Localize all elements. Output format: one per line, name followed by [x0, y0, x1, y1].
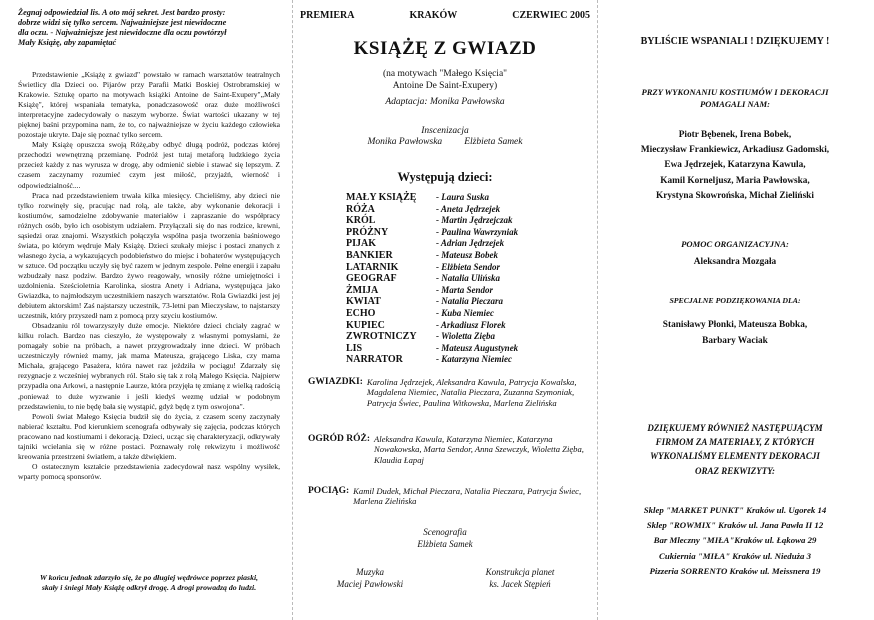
shop-item: Sklep "MARKET PUNKT" Kraków ul. Ugorek 14: [643, 505, 827, 515]
cast-row: [346, 250, 586, 262]
shops-list: [604, 503, 866, 579]
cast-role: ŻMIJA: [346, 284, 379, 296]
cast-row: [346, 262, 586, 274]
cast-actor: - Aneta Jędrzejek: [436, 203, 501, 214]
cast-role: MAŁY KSIĄŻĘ: [346, 192, 417, 203]
cast-role: GEOGRAF: [346, 273, 397, 285]
shop-item: Sklep "ROWMIX" Kraków ul. Jana Pawła II 12: [646, 520, 824, 531]
paragraph: Powoli świat Małego Księcia budził się do życia, z czasem sceny zaczynały nabierać kształtu. Pod kierunkiem scenografa odbywały się zajęcia, podczas których pracowano nad kostiumami i dekoracją. Dzieci, ucząc się charakteryzacji, odkrywały tajniki wcielania się w różne postaci. Poznawały rolę rekwizytu i możliwość kreowania przestrzeni światłem, a także dźwiękiem.: [18, 411, 280, 461]
cast-role: KRÓL: [346, 215, 376, 227]
thanks-heading: BYLIŚCIE WSPANIALI ! DZIĘKUJEMY !: [640, 36, 830, 47]
cast-role: KWIAT: [346, 296, 381, 308]
cast-actor: - Kuba Niemiec: [436, 307, 494, 318]
staging-name: Monika Pawłowska: [367, 137, 443, 147]
cast-row: [346, 204, 586, 216]
cast-role: LIS: [346, 342, 363, 354]
paragraph: O ostatecznym kształcie przedstawienia zadecydował nasz wspólny wysiłek, wparty pomocą sponsorów.: [18, 461, 280, 481]
cast-row: [346, 296, 586, 308]
cast-row: [346, 273, 586, 285]
group-garden: [308, 434, 590, 465]
cast-row: [346, 285, 586, 297]
cast-role: LATARNIK: [346, 261, 399, 273]
firms-line: FIRMOM ZA MATERIAŁY, Z KTÓRYCH: [655, 437, 815, 448]
firms-line: WYKONALIŚMY ELEMENTY DEKORACJI: [650, 451, 820, 462]
cast-heading: Występują dzieci:: [397, 170, 493, 184]
special-line: Stanisławy Płonki, Mateusza Bobka,: [662, 320, 808, 330]
cast-role: ZWROTNICZY: [346, 331, 417, 343]
left-panel: [14, 0, 284, 620]
premiere-date: CZERWIEC 2005: [512, 10, 590, 21]
cast-actor: - Marta Sendor: [436, 284, 494, 295]
group-names: Aleksandra Kawula, Katarzyna Niemiec, Katarzyna Nowakowska, Marta Sendor, Anna Szewczyk, Wioletta Zięba, Klaudia Łapaj: [374, 434, 584, 465]
scenography-label: Scenografia: [423, 527, 467, 537]
cast-row: [346, 215, 586, 227]
special-line: Barbary Waciak: [702, 335, 768, 346]
staging-name: Elżbieta Samek: [464, 137, 523, 147]
cast-role: RÓŻA: [346, 203, 375, 215]
cast-row: [346, 227, 586, 239]
cast-actor: - Adrian Jędrzejek: [436, 238, 505, 249]
cast-row: [346, 320, 586, 332]
adaptation-credit: Adaptacja: Monika Pawłowska: [385, 97, 505, 107]
cast-actor: - Arkadiusz Florek: [436, 319, 506, 330]
planet-credit: [450, 566, 590, 590]
planet-name: ks. Jacek Stępień: [489, 579, 551, 589]
helpers-line: Mieczysław Frankiewicz, Arkadiusz Gadomski,: [640, 145, 830, 156]
group-train: [308, 486, 590, 507]
right-panel: [604, 0, 866, 620]
cast-actor: - Wioletta Zięba: [436, 331, 495, 342]
helpers-heading: [604, 86, 866, 110]
description-text: [18, 70, 280, 482]
cast-row: [346, 343, 586, 355]
organization-heading: POMOC ORGANIZACYJNA:: [681, 239, 789, 249]
cast-row: [346, 308, 586, 320]
cast-actor: - Katarzyna Niemiec: [436, 354, 512, 365]
quote-line: dobrze widzi się tylko sercem. Najważniejsze jest niewidoczne: [18, 18, 227, 27]
shop-item: Pizzeria SORRENTO Kraków ul. Meissnera 19: [649, 565, 821, 576]
cast-role: KUPIEC: [346, 319, 385, 331]
cast-actor: - Natalia Ulińska: [436, 273, 501, 284]
group-names: Kamil Dudek, Michał Pieczara, Natalia Pieczara, Patrycja Świec, Marlena Zielińska: [353, 486, 582, 507]
scenography-credit: [300, 526, 590, 550]
firms-line: DZIĘKUJEMY RÓWNIEŻ NASTĘPUJĄCYM: [647, 423, 823, 433]
subtitle-line: (na motywach "Małego Księcia": [382, 69, 508, 79]
cast-list: [346, 192, 586, 366]
group-label: OGRÓD RÓŻ:: [308, 434, 371, 444]
group-names: Karolina Jędrzejek, Aleksandra Kawula, Patrycja Kowalska, Magdalena Niemiec, Natalia Pieczara, Zuzanna Szymoniak, Patrycja Świec, Paulina Witkowska, Marlena Zielińska: [366, 377, 577, 408]
cast-role: NARRATOR: [346, 354, 403, 366]
cast-actor: - Elżbieta Sendor: [436, 261, 501, 272]
middle-panel: [300, 0, 590, 620]
quote-line: dla oczu. - Najważniejsze jest niewidoczne dla oczu powtórzył: [18, 28, 227, 37]
helpers-list: [604, 128, 866, 204]
helpers-line: Krystyna Skowrońska, Michał Zieliński: [656, 190, 814, 201]
cast-actor: - Paulina Wawrzyniak: [436, 226, 519, 237]
scenography-name: Elżbieta Samek: [417, 539, 473, 549]
group-label: POCIĄG:: [308, 486, 350, 496]
cast-row: [346, 354, 586, 366]
cast-role: ECHO: [346, 307, 376, 319]
paragraph: Mały Książę opuszcza swoją Różę,aby odbyć długą podróż, podczas której przechodzi wewnętrzną przemianę. Podróż jest tutaj metaforą ludzkiego życia przecież każdy z nas wyrusza w drogę, aby odmienić siebie i stawać się lepszym. Z czasem zaczynamy rozumieć czym jest miłość, przyjaźń, wierność i odpowiedzialność....: [18, 140, 280, 190]
premiere-header: [300, 10, 590, 21]
special-thanks-heading: SPECJALNE PODZIĘKOWANIA DLA:: [669, 296, 801, 305]
heading-line: POMAGALI NAM:: [700, 99, 770, 109]
planet-label: Konstrukcja planet: [485, 567, 555, 577]
cast-role: BANKIER: [346, 249, 393, 261]
paragraph: Obsadzaniu ról towarzyszyły duże emocje. Niektóre dzieci chciały zagrać w kilku rolach. Bardzo nas cieszyło, że występowały z własnymi pomysłami, że pomagały sobie na próbach, a nawet przygrowadzały inne dzieci. W próbach uczestniczyły również mamy, jak mama Mateusza, grającego Liska, czy mama Michała, grającego Pasażera, która nawet raz jeździła w pociągu! Zdarzały się rezygnacje z wcześniej wybranych ról. Stało się tak z rolą Małego Księcia. Najpierw przypadła ona Arkowi, a następnie Laurze, która przyjęła tę zmianę z wielką radością ,ponieważ to duże wyzwanie i jeśli kiedyś wezmę udział w podobnym przedstawieniu, to nie będę bała się wystąpić, gdyż będę z tym oswojona".: [18, 321, 280, 411]
premiere-label: PREMIERA: [300, 10, 355, 21]
paragraph: Praca nad przedstawieniem trwała kilka miesięcy. Chcieliśmy, aby dzieci nie tylko rozwinęły się, pracując nad rolą, ale także, aby wykonanie dekoracji i kostiumów, samodzielne zdobywanie materiałów i zapraszanie do współpracy różnych osób, było ich osobistym udziałem. Przyłączali się do nas rodzice, krewni, sąsiedzi oraz znajomi. Wszystkich połączyła wspólna pasja tworzenia baśniowego świata, po którym wędruje Mały Książę. Dzieci szukały miejsc i postaci znanych z własnego życia, a wykazujących podobieństwo do miejsc i bohaterów występujących w sztuce. Od początku uczyły się być razem w jednym zespole. Pełne energii i zapału wzbudzały nasz podziw. Bardzo żywo reagowały, wnosiły różne umiejętności i uzdolnienia. Sześcioletnia Karolinka, siostra Anety i Adriana, występująca jako Gwiazdka, to najmłodszym uczestnikiem naszych warsztatów. Rola Gwiazdki jest jej debiutem aktorskim! Zaś najstarszy uczestnik, 73-letni pan Mieczysław, to najstarszy uczestnik, który przyszedł nam z pomocą przy szyciu kostiumów.: [18, 190, 280, 321]
group-stars: [308, 377, 590, 408]
music-name: Maciej Pawłowski: [336, 579, 404, 589]
subtitle-line: Antoine De Saint-Exupery): [392, 81, 498, 91]
bottom-credits: [300, 566, 590, 590]
staging-names: [300, 137, 590, 147]
closing-quote: [18, 573, 280, 593]
heading-line: PRZY WYKONANIU KOSTIUMÓW I DEKORACJI: [641, 87, 829, 97]
cast-actor: - Mateusz Augustynek: [436, 342, 519, 353]
quote-line: Mały Książę, aby zapamiętać: [18, 38, 117, 47]
group-label: GWIAZDKI:: [308, 377, 363, 387]
shop-item: Cukiernia "MIŁA" Kraków ul. Nieduża 3: [658, 550, 812, 561]
cast-actor: - Natalia Pieczara: [436, 296, 503, 307]
closing-line: W końcu jednak zdarzyło się, że po długiej wędrówce poprzez piaski,: [39, 573, 259, 582]
quote-line: Żegnaj odpowiedział lis. A oto mój sekret. Jest bardzo prosty:: [18, 8, 226, 17]
closing-line: skały i śniegi Mały Książę odkrył drogę. A drogi prowadzą do ludzi.: [41, 583, 257, 592]
firms-line: ORAZ REKWIZYTY:: [695, 465, 775, 476]
cast-role: PRÓŻNY: [346, 226, 389, 238]
cast-actor: - Mateusz Bobek: [436, 249, 499, 260]
play-title: KSIĄŻĘ Z GWIAZD: [353, 38, 537, 59]
cast-actor: - Martin Jędrzejczak: [436, 215, 513, 226]
helpers-line: Piotr Bębenek, Irena Bobek,: [678, 130, 792, 140]
cast-row: [346, 192, 586, 204]
cast-row: [346, 331, 586, 343]
special-thanks-names: [604, 318, 866, 349]
cast-actor: - Laura Suska: [436, 192, 490, 202]
helpers-line: Ewa Jędrzejek, Katarzyna Kawula,: [664, 160, 806, 171]
cast-row: [346, 238, 586, 250]
premiere-city: KRAKÓW: [409, 10, 458, 21]
firms-heading: [604, 421, 866, 478]
staging-label: Inscenizacja: [421, 126, 469, 136]
opening-quote: [18, 8, 280, 48]
paragraph: Przedstawienie „Książę z gwiazd" powstało w ramach warsztatów teatralnych Świetlicy dla Dzieci oo. Pijarów przy Parafii Matki Boskiej Ostrobramskiej w Krakowie. Sztukę oparto na motywach książki Antoine de Saint-Exupery"„Mały Książę", której wspaniała tematyka, ponadczasowość oraz duże możliwości interpretacyjne zadecydowały o naszym wyborze. Świat wartości ukazany w tej pięknej baśni przypomina nam, że to, co najważniejsze w życiu każdego człowieka pozostaje ukryte. Daje się poznać tylko sercem.: [18, 70, 280, 140]
shop-item: Bar Mleczny "MIŁA"Kraków ul. Łąkowa 29: [653, 535, 817, 546]
music-label: Muzyka: [356, 567, 384, 577]
helpers-line: Kamil Korneljusz, Maria Pawłowska,: [660, 175, 810, 186]
music-credit: [300, 566, 440, 590]
cast-role: PIJAK: [346, 238, 376, 250]
organization-name: Aleksandra Mozgała: [693, 257, 777, 267]
